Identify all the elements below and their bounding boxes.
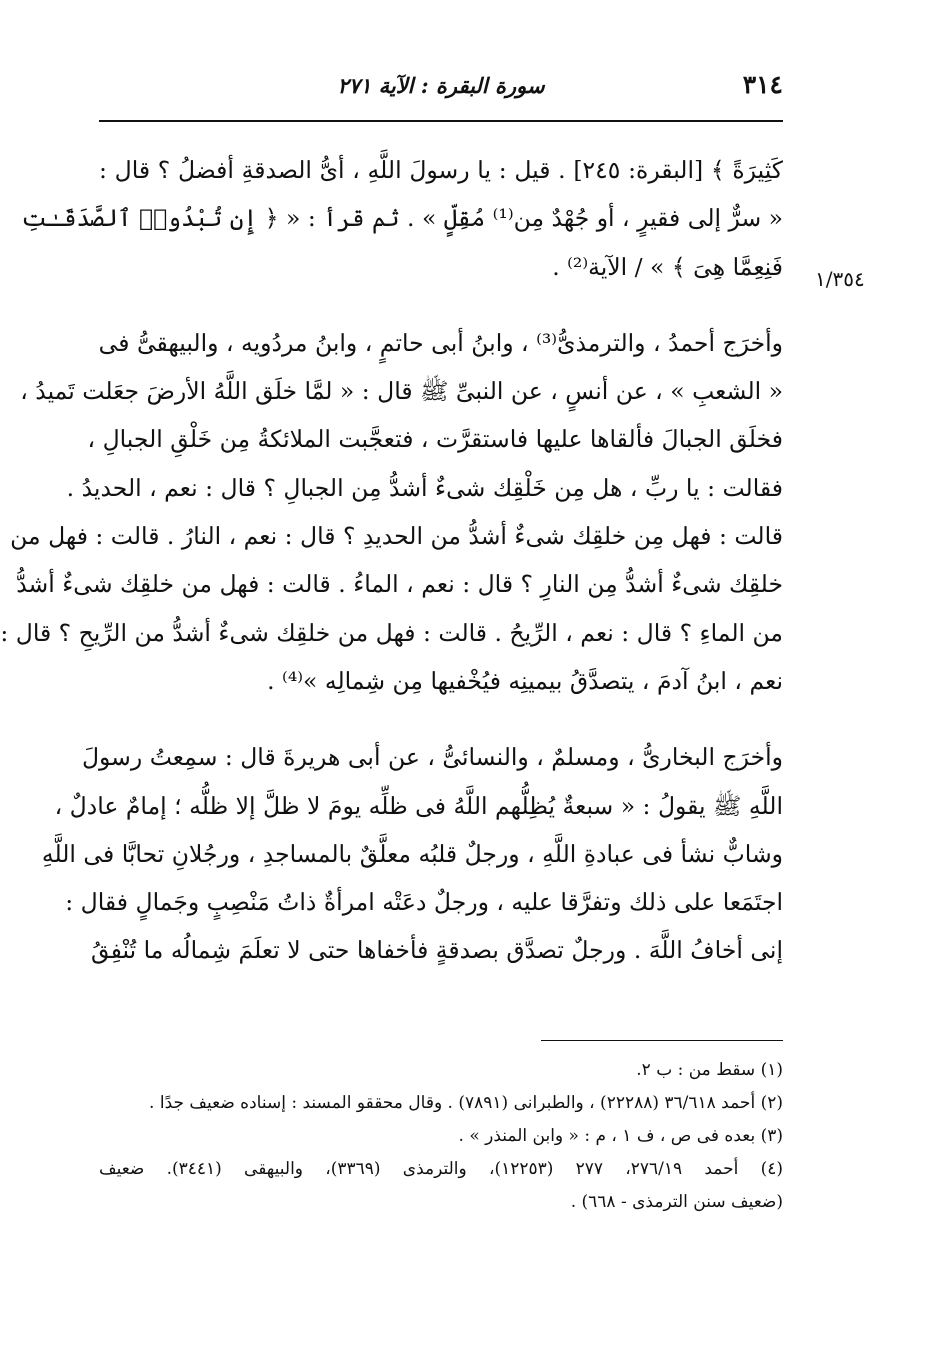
text-line: إنى أخافُ اللَّهَ . ورجلٌ تصدَّق بصدقةٍ فأخفاها حتى لا تعلَمَ شِمالُه ما تُنْفِقُ: [91, 936, 783, 965]
footnote-continuation: (ضعيف سنن الترمذى - ٦٦٨) .: [570, 1192, 783, 1212]
text-line: اللَّهِ ﷺ يقولُ : « سبعةٌ يُظِلُّهم اللَّهُ فى ظلِّه يومَ لا ظلَّ إلا ظلُّه ؛ إمامٌ عادلٌ ،: [54, 791, 783, 820]
paragraph-spacer: [99, 291, 783, 319]
text-line: « سرٌّ إلى فقيرٍ ، أو جُهْدٌ مِن⁽¹⁾ مُقِلٍّ » . ثم قرأ : « ﴿ إِن تُبْدُوا۟ ٱلصَّدَقَـٰتِ: [21, 204, 783, 233]
footnote: (٢) أحمد ٣٦/٦١٨ (٢٢٢٨٨) ، والطبرانى (٧٨٩١) . وقال محققو المسند : إسناده ضعيف جدًا .: [149, 1093, 783, 1113]
text-line: فقالت : يا ربِّ ، هل مِن خَلْقِك شىءٌ أشدُّ مِن الجبالِ ؟ قال : نعم ، الحديدُ .: [66, 473, 783, 502]
header-divider: [99, 120, 783, 122]
paragraph-hadith-bukhari: [41, 733, 783, 974]
footnote: (٣) بعده فى ص ، ف ١ ، م : « وابن المنذر » .: [458, 1126, 783, 1146]
running-title: سورة البقرة : الآية ٢٧١: [337, 73, 545, 98]
paragraph-hadith-ahmad: [0, 319, 783, 705]
text-line: كَثِيرَةً ﴾ [البقرة: ٢٤٥] . قيل : يا رسولَ اللَّهِ ، أىُّ الصدقةِ أفضلُ ؟ قال :: [99, 156, 783, 184]
page-number: ٣١٤: [742, 70, 783, 99]
paragraph-spacer: [99, 705, 783, 733]
page-header: [99, 64, 783, 104]
text-line: نعم ، ابنُ آدمَ ، يتصدَّقُ بيمينِه فيُخْفيها مِن شِمالِه »⁽⁴⁾ .: [267, 666, 783, 695]
text-line: « الشعبِ » ، عن أنسٍ ، عن النبىِّ ﷺ قال : « لمَّا خلَق اللَّهُ الأرضَ جعَلت تَميدُ ،: [20, 377, 783, 406]
text-line: خلقِك شىءٌ أشدُّ مِن النارِ ؟ قال : نعم ، الماءُ . قالت : فهل من خلقِك شىءٌ أشدُّ: [16, 570, 783, 599]
text-line: اجتَمَعا على ذلك وتفرَّقا عليه ، ورجلٌ دعَتْه امرأةٌ ذاتُ مَنْصِبٍ وجَمالٍ فقال :: [65, 888, 783, 917]
text-line: وشابٌّ نشأ فى عبادةِ اللَّهِ ، ورجلٌ قلبُه معلَّقٌ بالمساجدِ ، ورجُلانِ تحابَّا فى اللَّهِ: [41, 839, 783, 868]
text-line: وأخرَج أحمدُ ، والترمذىُّ⁽³⁾ ، وابنُ أبى حاتمٍ ، وابنُ مردُويه ، والبيهقىُّ فى: [98, 328, 783, 357]
text-line: وأخرَج البخارىُّ ، ومسلمٌ ، والنسائىُّ ، عن أبى هريرةَ قال : سمِعتُ رسولَ: [81, 743, 783, 772]
text-line: فخلَق الجبالَ فألقاها عليها فاستقرَّت ، فتعجَّبت الملائكةُ مِن خَلْقِ الجبالِ ،: [87, 425, 783, 454]
footnotes-divider: [541, 1040, 783, 1041]
text-line: فَنِعِمَّا هِىَ ﴾ » / الآية⁽²⁾ .: [552, 252, 783, 281]
text-line: قالت : فهل مِن خلقِك شىءٌ أشدُّ من الحديدِ ؟ قال : نعم ، النارُ . قالت : فهل من: [10, 522, 783, 551]
footnote: (١) سقط من : ب ٢.: [636, 1060, 783, 1080]
paragraph-quran-verse-hadith: [21, 146, 783, 291]
main-text: [0, 146, 783, 975]
margin-volume-page-reference: ١/٣٥٤: [815, 267, 865, 291]
footnotes: [99, 1054, 783, 1219]
footnote: (٤) أحمد ٢٧٦/١٩، ٢٧٧ (١٢٢٥٣)، والترمذى (٣٣٦٩)، والبيهقى (٣٤٤١). ضعيف: [99, 1159, 783, 1179]
text-line: من الماءِ ؟ قال : نعم ، الرِّيحُ . قالت : فهل من خلقِك شىءٌ أشدُّ من الرِّيحِ ؟ قال :: [0, 618, 783, 647]
